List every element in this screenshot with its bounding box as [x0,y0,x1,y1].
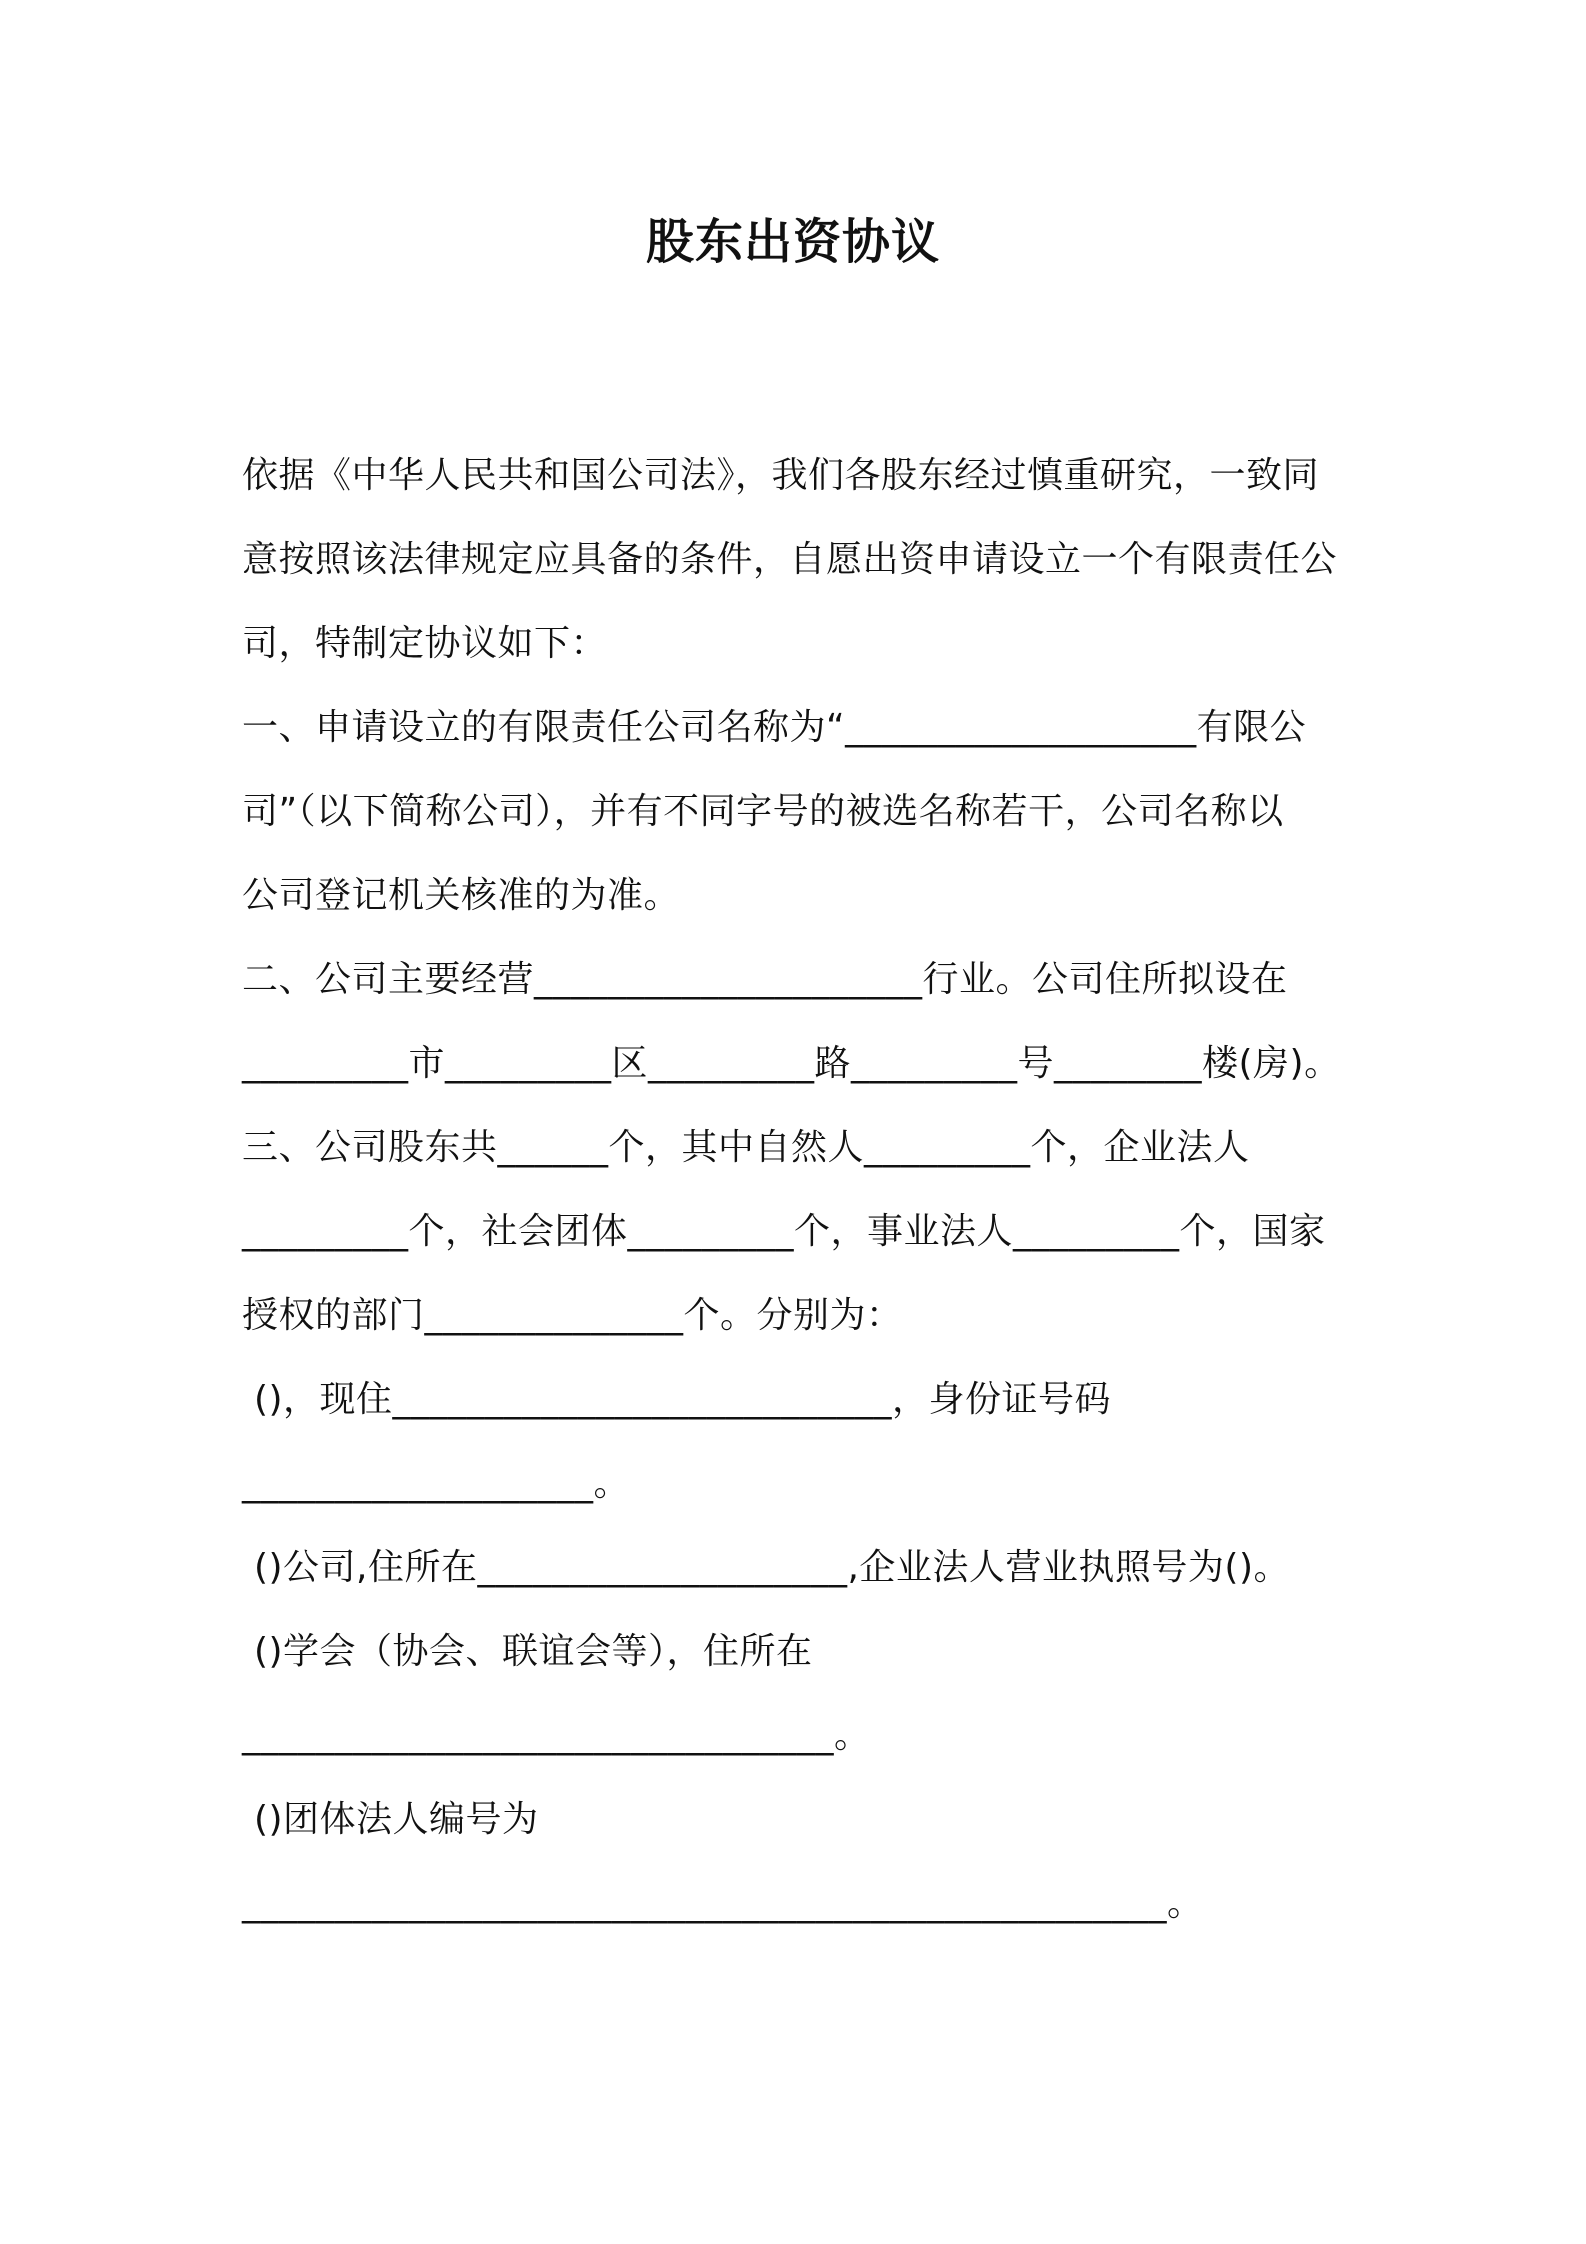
paragraph-line: 公司登记机关核准的为准。 [242,875,681,916]
paragraph-line: ________________________________。 [242,1715,871,1756]
paragraph-line: 一、申请设立的有限责任公司名称为“___________________有限公 [242,707,1307,748]
paragraph-line: ()公司,住所在____________________,企业法人营业执照号为()。 [242,1547,1291,1588]
paragraph-line: ()学会（协会、联谊会等），住所在 [242,1631,813,1672]
paragraph-line: __________________________________________________。 [242,1883,1204,1924]
paragraph-line: 二、公司主要经营_____________________行业。公司住所拟设在 [242,959,1288,1000]
paragraph-line: _________市_________区_________路_________号________楼(房)。 [242,1043,1341,1084]
paragraph-line: ___________________。 [242,1463,630,1504]
paragraph-line: ()团体法人编号为 [242,1799,539,1840]
paragraph-line: 依据《中华人民共和国公司法》，我们各股东经过慎重研究，一致同 [242,455,1320,496]
paragraph-line: 授权的部门______________个。分别为： [242,1295,903,1336]
paragraph-line: 司”（以下简称公司），并有不同字号的被选名称若干，公司名称以 [242,791,1284,832]
paragraph-line: 三、公司股东共______个，其中自然人_________个，企业法人 [242,1127,1250,1168]
paragraph-line: 司，特制定协议如下： [242,623,608,664]
paragraph-line: 意按照该法律规定应具备的条件，自愿出资申请设立一个有限责任公 [242,539,1338,580]
document-title: 股东出资协议 [645,214,940,270]
paragraph-line: _________个，社会团体_________个，事业法人_________个，国家 [242,1211,1326,1252]
paragraph-line: ()，现住___________________________，身份证号码 [242,1379,1112,1420]
